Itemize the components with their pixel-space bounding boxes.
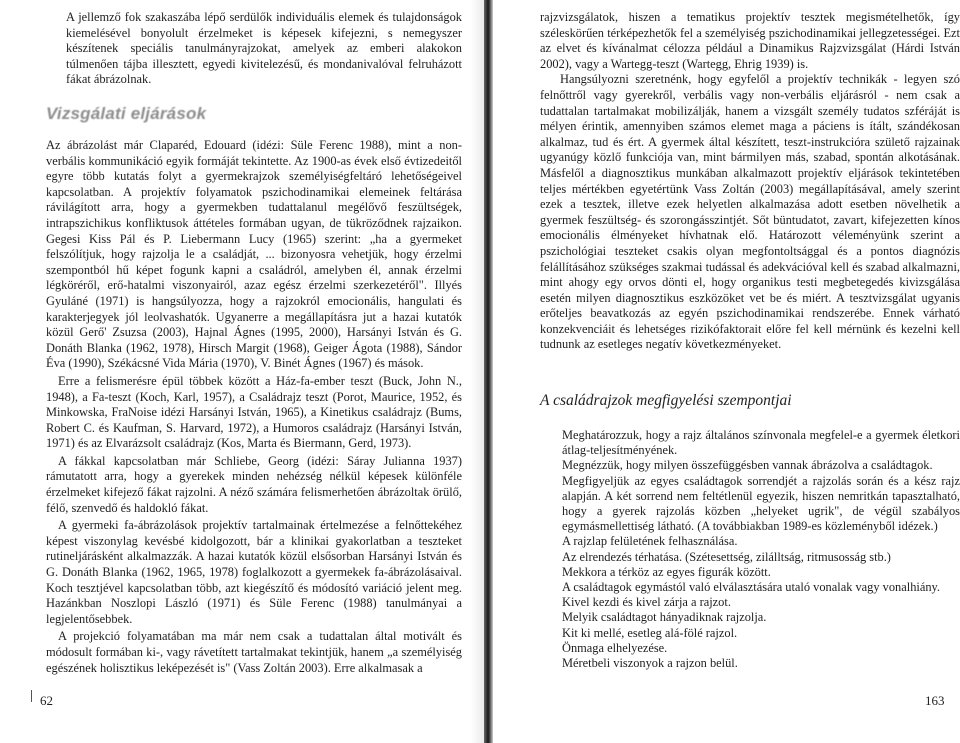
list-item: Melyik családtagot hányadiknak rajzolja. — [562, 610, 767, 625]
list-item: Kit ki mellé, esetleg alá-fölé rajzol. — [562, 625, 738, 640]
right-page — [492, 0, 960, 743]
list-item: A családtagok egymástól való elválasztására utaló vonalak vagy vonalhiány. — [562, 580, 941, 595]
section-heading-vizsgalati: Vizsgálati eljárások — [46, 104, 207, 123]
left-paragraph: A gyermeki fa-ábrázolások projektív tartalmainak értelmezése a felnőttekéhez képest viszonylag kevésbé kidolgozott, bár a klinikai gyakorlatban a teszteket rutineljárásként alkalmazzák. A hazai kutatók közül elsősorban Harsányi István és G. Donáth Blanka (1962, 1965, 1978) foglalkozott a gyermekek fa-ábrázolásaival. Koch tesztjével kapcsolatban több, azt kiegészítő és módosító variáció jelent meg. Hazánkban Noszlopi László (1971) és Süle Ferenc (1988) tanulmányai a legjelentősebbek. — [46, 518, 462, 626]
right-body-text — [540, 10, 960, 353]
list-item: A rajzlap felületének felhasználása. — [562, 534, 738, 549]
left-paragraph: Erre a felismerésre épül többek között a Ház-fa-ember teszt (Buck, John N., 1948), a Fa-teszt (Koch, Karl, 1957), a Családrajz teszt (Porot, Maurice, 1952, és Minkowska, FraNoise idézi Harsányi István, 1965), a Kinetikus családrajz (Bums, Robert C. és Kaufman, S. Harvard, 1972), a Humoros családrajz (Harsányi István, 1971) és az Elvarázsolt családrajz (Kos, Marta és Biermann, Gerd, 1973). — [46, 373, 462, 451]
right-paragraph: Hangsúlyozni szeretnénk, hogy egyfelől a projektív technikák - legyen szó felnőttről vagy gyerekről, verbális vagy non-verbális eljárásról - nem csak a tudattalan tartalmakat mobilizálják, hanem a vizsgált személy tudatos szféráját is mélyen érintik, amennyiben számos elemet maga a páciens is ítált, szándékosan alkalmaz, tud és ért. A gyermek által készített, teszt-instrukcióra születő rajzainak ugyanúgy közlő funkciója van, mint bármilyen más, szabad, spontán alkotásának. Másfelől a diagnosztikus munkában alkalmazott projektív eljárások tekintetében teljes mértékben egyetértünk Vass Zoltán (2003) megállapításával, amely szerint ezek a tesztek, illetve ezek helyetlen alkalmazása adott esetben növelhetik a gyermek feszültség- és szorongásszintjét. Sőt büntudatot, zavart, kifejezetten kínos emocionális élményeket hívhatnak elő. Határozott véleményünk szerint a pszichológiai teszteket csakis olyan megfontoltsággal és a pontos diagnózis felállításához szükséges szakmai tudással és adekvációval kell és szabad alkalmazni, mint ahogy egy orvos dönti el, hogy organikus testi megbetegedés kivizsgálása esetén milyen diagnosztikus eszközöket vet be és miért. A tesztvizsgálat ugyanis erőteljes beavatkozás az egyén pszichodinamikai rendszerébe. Ennek várható konzekvenciáit és lehetséges rizikófaktorait előre fel kell mérnünk és kezelni kell tudnunk az esetleges negatív következményeket. — [540, 72, 960, 352]
list-item: Önmaga elhelyezése. — [562, 640, 668, 655]
margin-mark — [31, 690, 34, 702]
right-paragraph: rajzvizsgálatok, hiszen a tematikus projektív tesztek megismételhetők, így széleskörűen térképezhetők fel a személyiség pszichodinamikai jellegzetességei. Ezt az elvet és kívánalmat célozza például a Dinamikus Rajzvizsgálat (Hárdi István 2002), vagy a Wartegg-teszt (Wartegg, Ehrig 1939) is. — [540, 10, 960, 71]
list-item: Mekkora a térköz az egyes figurák között. — [562, 564, 771, 579]
left-paragraph: A projekció folyamatában ma már nem csak a tudattalan által motivált és módosult formában ki-, vagy rávetített tartalmakat tekintjük, hanem „a személyiség egészének holisztikus leképezését is" (Vass Zoltán 2003). Erre alkalmasak a — [46, 629, 462, 675]
left-paragraph: Az ábrázolást már Claparéd, Edouard (idézi: Süle Ferenc 1988), mint a non-verbális kommunikáció egyik formáját tekintette. Az 1900-as évek első évtizedeitől egyre több kutatás folyt a gyermekrajzok személyiségfeltáró lehetőségeivel kapcsolatban. A projektív folyamatok pszichodinamikai elemeinek feltárása rávilágított arra, hogy a gyermekben tudattalanul megélővő feszültségek, intrapszichikus konfliktusok áttételes formában ugyan, de tükröződnek rajzaikon. Gegesi Kiss Pál és P. Liebermann Lucy (1965) szerint: „ha a gyermeket felszólítjuk, hogy rajzolja le a családját, ... bizonyosra vehetjük, hogy érzelmi szempontból hű képet fogunk kapni a családról, amelyben él, annak érzelmi légköréről, erő-hatalmi viszonyairól, azaz egész érzelmi szerkezetéről". Illyés Gyuláné (1971) is hangsúlyozza, hogy a rajzokról emocionális, hangulati és karakterjegyek jól leolvashatók. Ugyanerre a megállapításra jut a hazai kutatók közül Gerő' Zsuzsa (2003), Hajnal Ágnes (1995, 2000), Harsányi István és G. Donáth Blanka (1962, 1978), Hirsch Margit (1968), Geiger Ágota (1988), Sándor Éva (1990), Székácsné Vida Mária (1970), V. Binét Ágnes (1967) és mások. — [46, 138, 462, 371]
left-body-text — [46, 138, 462, 676]
left-paragraph: A fákkal kapcsolatban már Schliebe, Georg (idézi: Sáray Julianna 1937) rámutatott arra, hogy a gyerekek minden nehézség nélkül képesek különféle érzelmeket kifejező fákat rajzolni. A néző számára felismerhetően ábrázoltak örülő, félő, szenvedő és haldokló fákat. — [46, 453, 462, 515]
observation-list — [562, 428, 960, 671]
list-item: Megfigyeljük az egyes családtagok sorrendjét a rajzolás során és a kész rajz alapján. A két sorrend nem feltétlenül egyezik, hiszen nemritkán tapasztalható, hogy a gyerek rajzolás közben „helyeket ugrik", de végül szabályos egymásmellettiség látható. (A továbbiakban 1989-es közleményből idézek.) — [562, 473, 960, 534]
list-item: Kivel kezdi és kivel zárja a rajzot. — [562, 595, 731, 610]
intro-paragraph: A jellemző fok szakaszába lépő serdülők individuális elemek és tulajdonságok kiemelésével bonyolult érzelmeket is képesek kifejezni, s nemegyszer készítenek speciális tanulmányrajzokat, amelyek az emberi alakokon túlmenően tájba illesztett, egyedi kivitelezésű, és mondanivalóval felruházott fákat ábrázolnak. — [66, 10, 462, 87]
page-number-right: 163 — [925, 693, 945, 708]
gutter-shadow — [470, 0, 484, 743]
list-item: Az elrendezés térhatása. (Szétesettség, zilálltság, ritmusosság stb.) — [562, 549, 891, 564]
page-number-left: 62 — [40, 693, 53, 708]
list-item: Meghatározzuk, hogy a rajz általános színvonala megfelel-e a gyermek életkori átlag-teljesítményének. — [562, 428, 960, 458]
section-heading-csaladrajzok: A családrajzok megfigyelési szempontjai — [540, 392, 792, 409]
list-item: Megnézzük, hogy milyen összefüggésben vannak ábrázolva a családtagok. — [562, 458, 933, 473]
list-item: Méretbeli viszonyok a rajzon belül. — [562, 656, 738, 671]
